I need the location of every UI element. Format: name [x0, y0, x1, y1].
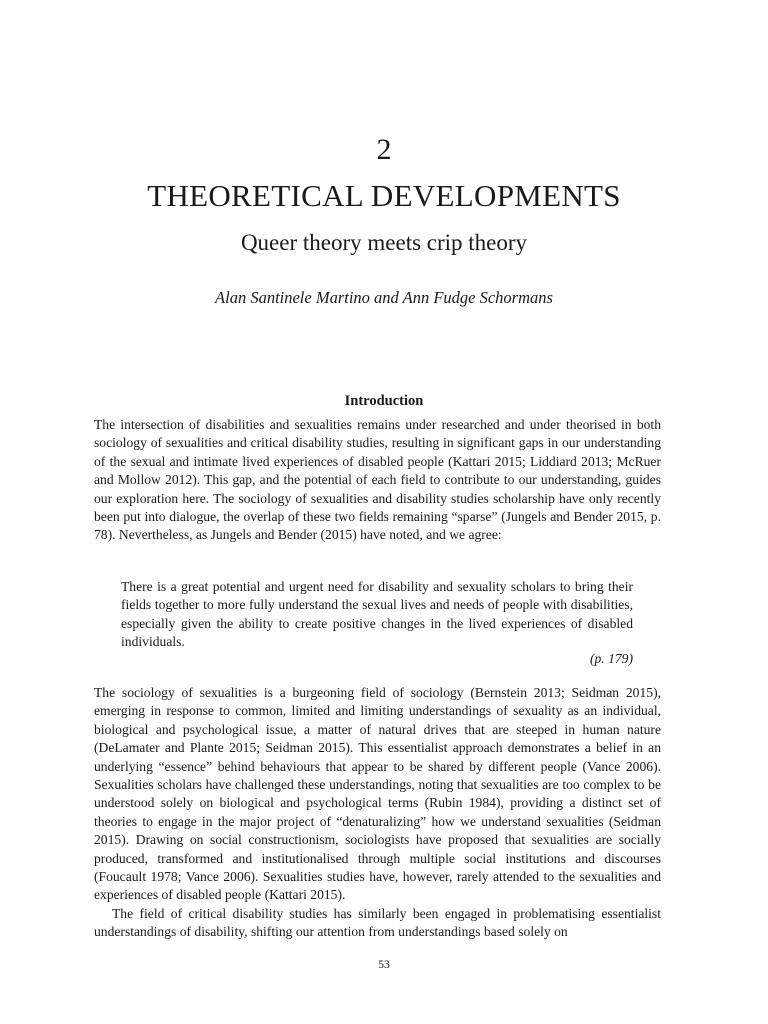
page-number: 53: [378, 959, 390, 971]
block-quote: [121, 578, 633, 652]
intro-paragraph-block: [94, 416, 661, 545]
block-quote-citation: (p. 179): [589, 651, 633, 666]
section-heading-introduction: Introduction: [344, 393, 424, 409]
chapter-number: 2: [376, 133, 392, 166]
chapter-authors: Alan Santinele Martino and Ann Fudge Schormans: [215, 288, 553, 307]
chapter-title: THEORETICAL DEVELOPMENTS: [147, 178, 621, 213]
block-quote-text: There is a great potential and urgent need for disability and sexuality scholars to bring their fields together to more fully understand the sexual lives and needs of people with disabilities, especially given the ability to create positive changes in the lived experiences of disabled individuals.: [121, 579, 633, 650]
critical-disability-paragraph: The field of critical disability studies has similarly been engaged in problematising essentialist understandings of disability, shifting our attention from understandings based solely on: [94, 905, 661, 940]
body-text-block: [94, 684, 661, 942]
chapter-subtitle: Queer theory meets crip theory: [240, 230, 528, 255]
intro-paragraph: The intersection of disabilities and sexualities remains under researched and under theorised in both sociology of sexualities and critical disability studies, resulting in significant gaps in our understanding of the sexual and intimate lived experiences of disabled people (Kattari 2015; Liddiard 2013; McRuer and Mollow 2012). This gap, and the potential of each field to contribute to our understanding, guides our exploration here. The sociology of sexualities and disability studies scholarship have only recently been put into dialogue, the overlap of these two fields remaining “sparse” (Jungels and Bender 2015, p. 78). Nevertheless, as Jungels and Bender (2015) have noted, and we agree:: [94, 417, 661, 543]
sociology-paragraph: The sociology of sexualities is a burgeoning field of sociology (Bernstein 2013; Seidman 2015), emerging in response to common, limited and limiting understandings of sexuality as an individual, biological and psychological issue, a matter of natural drives that are steeped in human nature (DeLamater and Plante 2015; Seidman 2015). This essentialist approach demonstrates a belief in an underlying “essence” behind behaviours that appear to be shared by different people (Vance 2006). Sexualities scholars have challenged these understandings, noting that sexualities are too complex to be understood solely on biological and psychological terms (Rubin 1984), providing a distinct set of theories to engage in the major project of “denaturalizing” how we understand sexualities (Seidman 2015). Drawing on social constructionism, sociologists have proposed that sexualities are socially produced, transformed and institutionalised through multiple social institutions and discourses (Foucault 1978; Vance 2006). Sexualities studies have, however, rarely attended to the sexualities and experiences of disabled people (Kattari 2015).: [94, 685, 661, 903]
